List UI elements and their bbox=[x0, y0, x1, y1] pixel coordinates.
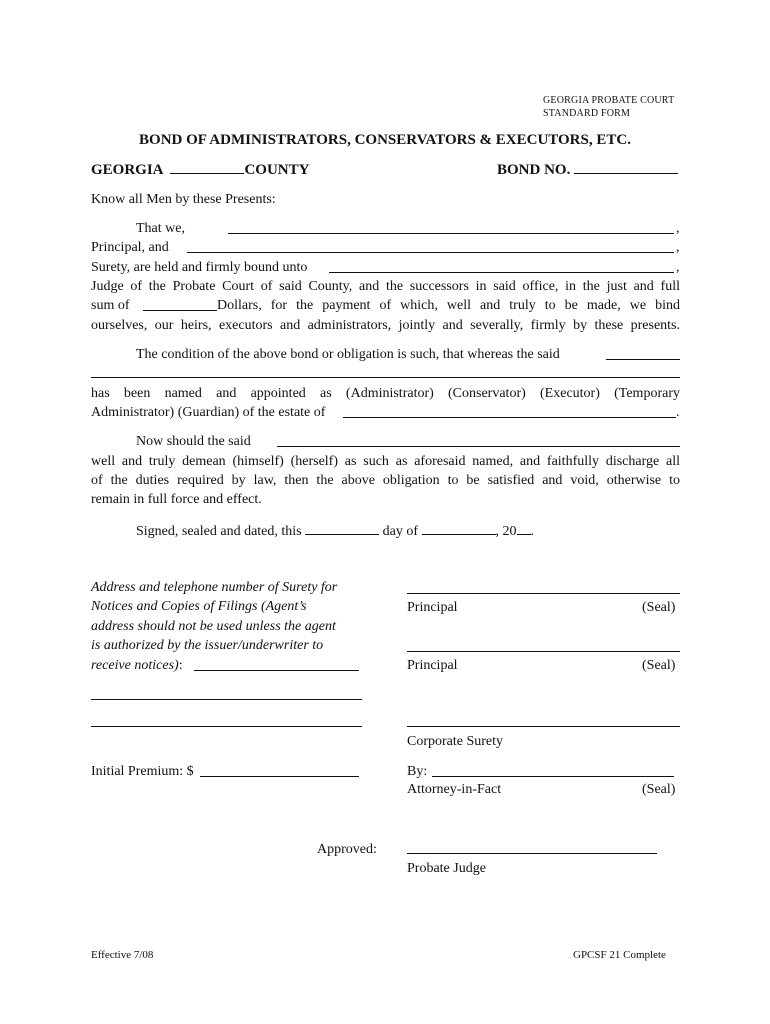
principal-label-1: Principal bbox=[407, 600, 458, 615]
surety-name-field[interactable] bbox=[187, 252, 674, 253]
year-field[interactable] bbox=[517, 520, 531, 535]
period: . bbox=[676, 405, 680, 420]
surety-notice-line: is authorized by the issuer/underwriter to bbox=[91, 638, 324, 653]
signed-dated-line bbox=[136, 520, 534, 541]
month-field[interactable] bbox=[422, 520, 496, 535]
colon: : bbox=[178, 658, 183, 673]
bond-number-field[interactable] bbox=[574, 159, 678, 174]
remain-in-force-line: remain in full force and effect. bbox=[91, 492, 262, 507]
principal-and-label: Principal, and bbox=[91, 240, 169, 255]
know-all-men: Know all Men by these Presents: bbox=[91, 192, 276, 207]
appointee-name-continued-field[interactable] bbox=[91, 377, 680, 378]
appointee-name-field[interactable] bbox=[606, 359, 680, 360]
seal-label-3: (Seal) bbox=[642, 782, 676, 797]
day-of-label: day of bbox=[382, 524, 419, 539]
judge-of-probate-line: Judge of the Probate Court of said County, and the successors in said office, in the just and full bbox=[91, 279, 680, 294]
surety-notice-line: Notices and Copies of Filings (Agent’s bbox=[91, 599, 307, 614]
surety-address-field[interactable] bbox=[194, 670, 359, 671]
comma: , bbox=[676, 260, 680, 275]
corporate-surety-label: Corporate Surety bbox=[407, 734, 504, 749]
court-name-header: GEORGIA PROBATE COURT bbox=[543, 95, 675, 106]
probate-judge-signature-line[interactable] bbox=[407, 853, 657, 854]
bond-no-label: BOND NO. bbox=[497, 162, 571, 178]
principal-name-field[interactable] bbox=[228, 233, 674, 234]
seal-label-2: (Seal) bbox=[642, 658, 676, 673]
seal-label-1: (Seal) bbox=[642, 600, 676, 615]
judge-name-field[interactable] bbox=[329, 272, 674, 273]
effective-date: Effective 7/08 bbox=[91, 949, 154, 961]
duties-line: of the duties required by law, then the above obligation to be satisfied and void, otherwise to bbox=[91, 473, 680, 488]
demean-line: well and truly demean (himself) (herself) as such as aforesaid named, and faithfully discharge all bbox=[91, 454, 680, 469]
sum-amount-field[interactable] bbox=[143, 310, 217, 311]
condition-label: The condition of the above bond or obligation is such, that whereas the said bbox=[136, 347, 560, 362]
corporate-surety-signature-line[interactable] bbox=[407, 726, 680, 727]
initial-premium-label: Initial Premium: $ bbox=[91, 764, 194, 779]
surety-address-field-2[interactable] bbox=[91, 699, 362, 700]
by-label: By: bbox=[407, 764, 428, 779]
principal-label-2: Principal bbox=[407, 658, 458, 673]
named-appointed-line: has been named and appointed as (Administrator) (Conservator) (Executor) (Temporary bbox=[91, 386, 680, 401]
sum-of-label: sum of bbox=[91, 298, 130, 313]
ourselves-line: ourselves, our heirs, executors and administrators, jointly and severally, firmly by these presents. bbox=[91, 318, 680, 333]
estate-of-label: Administrator) (Guardian) of the estate of bbox=[91, 405, 326, 420]
attorney-in-fact-signature-line[interactable] bbox=[432, 776, 674, 777]
signed-prefix: Signed, sealed and dated, this bbox=[136, 524, 302, 539]
form-id: GPCSF 21 Complete bbox=[573, 949, 666, 961]
county-name-field[interactable] bbox=[170, 159, 244, 174]
probate-judge-label: Probate Judge bbox=[407, 861, 486, 876]
estate-name-field[interactable] bbox=[343, 417, 676, 418]
surety-bound-label: Surety, are held and firmly bound unto bbox=[91, 260, 308, 275]
principal-signature-line-2[interactable] bbox=[407, 651, 680, 652]
now-should-label: Now should the said bbox=[136, 434, 251, 449]
surety-address-field-3[interactable] bbox=[91, 726, 362, 727]
bond-number-line bbox=[497, 159, 678, 180]
year-suffix: . bbox=[530, 524, 535, 539]
initial-premium-field[interactable] bbox=[200, 776, 359, 777]
county-line bbox=[91, 159, 309, 180]
document-title: BOND OF ADMINISTRATORS, CONSERVATORS & EXECUTORS, ETC. bbox=[139, 132, 631, 148]
georgia-label: GEORGIA bbox=[91, 162, 163, 178]
day-field[interactable] bbox=[305, 520, 379, 535]
year-prefix: , 20 bbox=[495, 524, 517, 539]
surety-notice-line: address should not be used unless the agent bbox=[91, 619, 336, 634]
comma: , bbox=[676, 221, 680, 236]
surety-notice-line: Address and telephone number of Surety for bbox=[91, 580, 338, 595]
attorney-in-fact-label: Attorney-in-Fact bbox=[407, 782, 502, 797]
receive-notices-label: receive notices) bbox=[91, 658, 179, 673]
county-label: COUNTY bbox=[244, 162, 310, 178]
principal-signature-line-1[interactable] bbox=[407, 593, 680, 594]
surety-notice-last-line bbox=[91, 656, 183, 675]
comma: , bbox=[676, 240, 680, 255]
fiduciary-name-field[interactable] bbox=[277, 446, 680, 447]
that-we-label: That we, bbox=[136, 221, 185, 236]
form-type-header: STANDARD FORM bbox=[543, 108, 631, 119]
dollars-clause: Dollars, for the payment of which, well and truly to be made, we bind bbox=[217, 298, 680, 313]
approved-label: Approved: bbox=[317, 842, 377, 857]
